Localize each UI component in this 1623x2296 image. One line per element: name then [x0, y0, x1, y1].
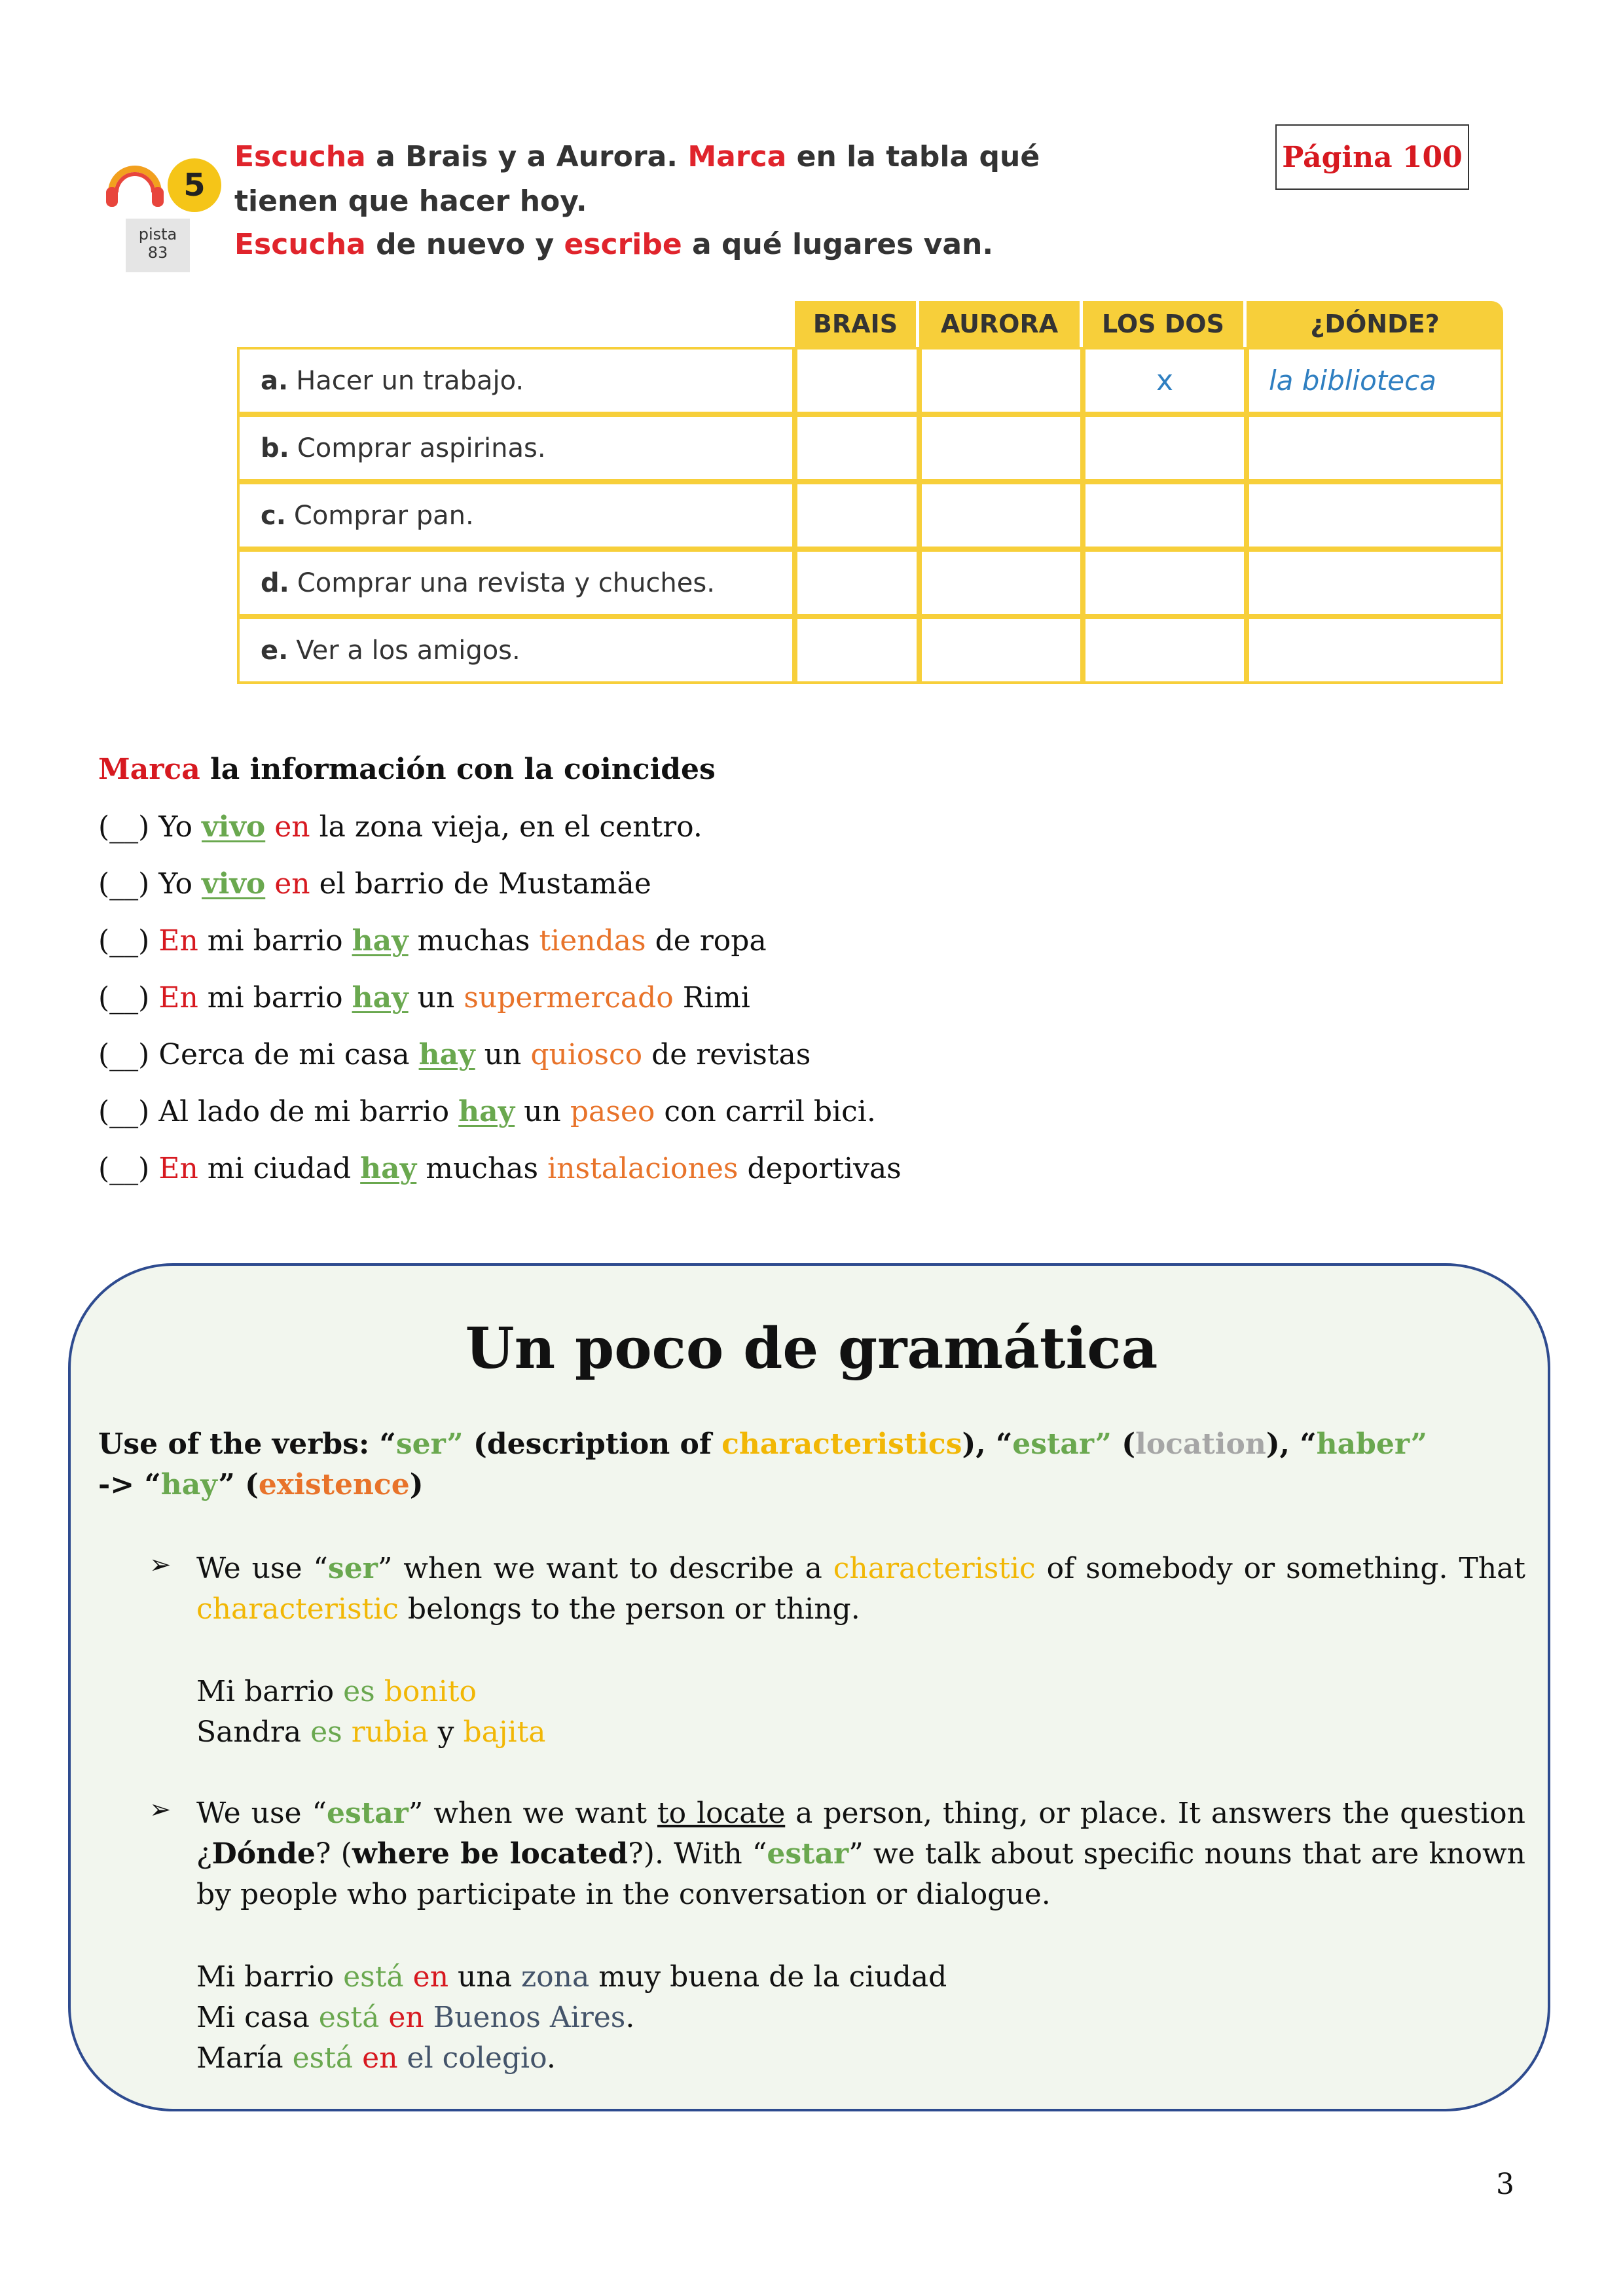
exercise-table: [237, 301, 1503, 684]
estar-example: María está en el colegio.: [196, 2041, 556, 2075]
coincidences-title: Marca la información con la coincides: [98, 753, 716, 786]
page-reference-badge: Página 100: [1275, 124, 1469, 190]
cell-los-dos[interactable]: [1083, 549, 1247, 617]
row-label: c. Comprar pan.: [237, 482, 795, 549]
header-aurora: AURORA: [919, 301, 1083, 347]
list-item: (__) En mi barrio hay muchas tiendas de ropa: [98, 924, 767, 958]
list-item: (__) Yo vivo en el barrio de Mustamäe: [98, 867, 651, 901]
track-number: 83: [147, 243, 168, 262]
header-spacer: [237, 301, 795, 347]
cell-brais[interactable]: [795, 549, 919, 617]
cell-donde[interactable]: [1247, 482, 1503, 549]
table-row: [237, 549, 1503, 617]
cell-brais[interactable]: [795, 347, 919, 414]
table-row: [237, 347, 1503, 414]
cell-aurora[interactable]: [919, 414, 1083, 482]
estar-example: Mi casa está en Buenos Aires.: [196, 2001, 635, 2034]
table-header-row: [237, 301, 1503, 347]
estar-explanation: We use “estar” when we want to locate a person, thing, or place. It answers the question ¿Dónde? (where be located?). With “estar” we talk about specific nouns that are known by people who participate in the conversation or dialogue.: [196, 1797, 1525, 1911]
cell-los-dos[interactable]: [1083, 482, 1247, 549]
cell-aurora[interactable]: [919, 482, 1083, 549]
ser-explanation: We use “ser” when we want to describe a characteristic of somebody or something. That characteristic belongs to the person or thing.: [196, 1552, 1525, 1626]
cell-donde[interactable]: [1247, 617, 1503, 684]
cell-donde[interactable]: [1247, 549, 1503, 617]
list-item: (__) En mi ciudad hay muchas instalaciones deportivas: [98, 1152, 902, 1185]
answer-blank[interactable]: (__): [98, 810, 159, 844]
answer-blank[interactable]: (__): [98, 867, 159, 901]
row-label: d. Comprar una revista y chuches.: [237, 549, 795, 617]
instruction-line-1: Escucha a Brais y a Aurora. Marca en la tabla qué: [234, 140, 1040, 173]
cell-donde[interactable]: la biblioteca: [1247, 347, 1503, 414]
cell-brais[interactable]: [795, 414, 919, 482]
list-item: (__) Yo vivo en la zona vieja, en el centro.: [98, 810, 702, 844]
ser-example: Mi barrio es bonito: [196, 1675, 477, 1708]
page-number: 3: [1496, 2168, 1514, 2201]
headphones-icon: [103, 152, 166, 211]
cell-aurora[interactable]: [919, 347, 1083, 414]
list-item: (__) Cerca de mi casa hay un quiosco de revistas: [98, 1038, 811, 1071]
cell-los-dos[interactable]: [1083, 617, 1247, 684]
header-donde: ¿DÓNDE?: [1247, 301, 1503, 347]
answer-blank[interactable]: (__): [98, 924, 159, 958]
exercise-number: 5: [168, 158, 221, 212]
answer-blank[interactable]: (__): [98, 1095, 159, 1128]
cell-los-dos[interactable]: x: [1083, 347, 1247, 414]
cell-aurora[interactable]: [919, 617, 1083, 684]
arrow-bullet-icon: ➢: [149, 1550, 172, 1580]
estar-example: Mi barrio está en una zona muy buena de la ciudad: [196, 1960, 947, 1994]
table-row: [237, 414, 1503, 482]
track-label: pista: [138, 225, 177, 243]
cell-aurora[interactable]: [919, 549, 1083, 617]
row-label: a. Hacer un trabajo.: [237, 347, 795, 414]
table-row: [237, 617, 1503, 684]
instruction-line-3: Escucha de nuevo y escribe a qué lugares van.: [234, 228, 994, 261]
arrow-bullet-icon: ➢: [149, 1795, 172, 1825]
answer-blank[interactable]: (__): [98, 1152, 159, 1185]
table-row: [237, 482, 1503, 549]
list-item: (__) Al lado de mi barrio hay un paseo con carril bici.: [98, 1095, 876, 1128]
answer-blank[interactable]: (__): [98, 1038, 159, 1071]
cell-donde[interactable]: [1247, 414, 1503, 482]
header-los-dos: LOS DOS: [1083, 301, 1247, 347]
list-item: (__) En mi barrio hay un supermercado Rimi: [98, 981, 750, 1014]
row-label: e. Ver a los amigos.: [237, 617, 795, 684]
cell-los-dos[interactable]: [1083, 414, 1247, 482]
answer-blank[interactable]: (__): [98, 981, 159, 1014]
row-label: b. Comprar aspirinas.: [237, 414, 795, 482]
cell-brais[interactable]: [795, 482, 919, 549]
grammar-title: Un poco de gramática: [465, 1316, 1158, 1382]
ser-example: Sandra es rubia y bajita: [196, 1715, 546, 1749]
audio-track-label: [126, 219, 190, 272]
header-brais: BRAIS: [795, 301, 919, 347]
cell-brais[interactable]: [795, 617, 919, 684]
instruction-line-2: tienen que hacer hoy.: [234, 185, 587, 218]
grammar-intro: Use of the verbs: “ser” (description of characteristics), “estar” (location), “haber” -> “hay” (existence): [98, 1427, 1427, 1501]
